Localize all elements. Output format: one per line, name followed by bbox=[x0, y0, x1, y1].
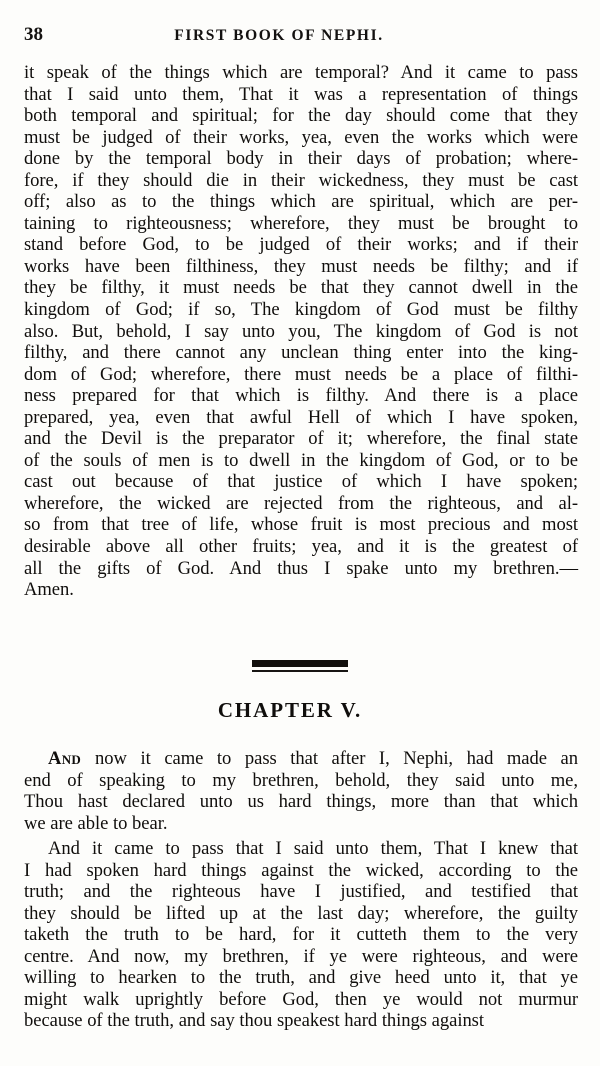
text-line: cast out because of that justice of which I have spoken; bbox=[24, 471, 578, 493]
text-line: Amen. bbox=[24, 579, 74, 601]
text-line: done by the temporal body in their days of probation; where- bbox=[24, 148, 578, 170]
text-line: also. But, behold, I say unto you, The kingdom of God is not bbox=[24, 320, 578, 342]
text-line: wherefore, the wicked are rejected from the righteous, and al- bbox=[24, 492, 578, 514]
text-line: prepared, yea, even that awful Hell of which I have spoken, bbox=[24, 406, 578, 428]
text-line: that I said unto them, That it was a representation of things bbox=[24, 83, 578, 105]
text-line: they be filthy, it must needs be that they cannot dwell in the bbox=[24, 277, 578, 299]
chapter-heading: CHAPTER V. bbox=[217, 698, 363, 722]
text-line: all the gifts of God. And thus I spake unto my brethren.— bbox=[24, 557, 578, 579]
text-line: willing to hearken to the truth, and give heed unto it, that ye bbox=[24, 967, 578, 989]
text-line: so from that tree of life, whose fruit is most precious and most bbox=[24, 514, 578, 536]
text-line: filthy, and there cannot any unclean thing enter into the king- bbox=[24, 342, 578, 364]
text-line: stand before God, to be judged of their works; and if their bbox=[24, 234, 578, 256]
text-line: taketh the truth to be hard, for it cutteth them to the very bbox=[24, 924, 578, 946]
page-header bbox=[24, 24, 578, 50]
text-line: of the souls of men is to dwell in the kingdom of God, or to be bbox=[24, 449, 578, 471]
small-caps-opening-word: And bbox=[48, 748, 96, 769]
text-line: truth; and the righteous have I justified, and testified that bbox=[24, 881, 578, 903]
text-line: fore, if they should die in their wickedness, they must be cast bbox=[24, 169, 578, 191]
text-line: I had spoken hard things against the wicked, according to the bbox=[24, 859, 578, 881]
running-head: FIRST BOOK OF NEPHI. bbox=[174, 27, 384, 44]
body-paragraph-2 bbox=[24, 748, 578, 834]
text-line: centre. And now, my brethren, if ye were righteous, and were bbox=[24, 945, 578, 967]
text-line: And it came to pass that I said unto them, That I knew that bbox=[48, 838, 578, 859]
text-line: they should be lifted up at the last day; wherefore, the guilty bbox=[24, 902, 578, 924]
paragraph-text bbox=[24, 748, 578, 834]
text-line: end of speaking to my brethren, behold, they said unto me, bbox=[24, 769, 578, 791]
text-line: because of the truth, and say thou speakest hard things against bbox=[24, 1010, 484, 1032]
body-paragraph-1 bbox=[24, 62, 578, 601]
body-paragraph-3 bbox=[24, 838, 578, 1032]
text-line: must be judged of their works, yea, even the works which were bbox=[24, 126, 578, 148]
text-line: taining to righteousness; wherefore, they must be brought to bbox=[24, 212, 578, 234]
text-line: it speak of the things which are temporal? And it came to pass bbox=[24, 62, 578, 83]
paragraph-text bbox=[24, 62, 578, 601]
text-line: works have been filthiness, they must needs be filthy; and if bbox=[24, 255, 578, 277]
text-line: kingdom of God; if so, The kingdom of God must be filthy bbox=[24, 299, 578, 321]
divider-thick-bar bbox=[252, 660, 348, 667]
text-line: dom of God; wherefore, there must needs be a place of filthi- bbox=[24, 363, 578, 385]
paragraph-text bbox=[24, 838, 578, 1032]
text-line: ness prepared for that which is filthy. And there is a place bbox=[24, 385, 578, 407]
text-line: off; also as to the things which are spiritual, which are per- bbox=[24, 191, 578, 213]
text-line: might walk uprightly before God, then ye would not murmur bbox=[24, 988, 578, 1010]
text-line: and the Devil is the preparator of it; wherefore, the final state bbox=[24, 428, 578, 450]
text-line: And now it came to pass that after I, Nephi, had made an bbox=[48, 748, 578, 769]
text-line: Thou hast declared unto us hard things, more than that which bbox=[24, 791, 578, 813]
page-number: 38 bbox=[24, 24, 43, 45]
divider-thin-rule bbox=[252, 670, 348, 672]
text-line: both temporal and spiritual; for the day should come that they bbox=[24, 105, 578, 127]
text-line: desirable above all other fruits; yea, and it is the greatest of bbox=[24, 536, 578, 558]
section-divider-ornament bbox=[0, 655, 600, 677]
text-line: we are able to bear. bbox=[24, 812, 168, 834]
